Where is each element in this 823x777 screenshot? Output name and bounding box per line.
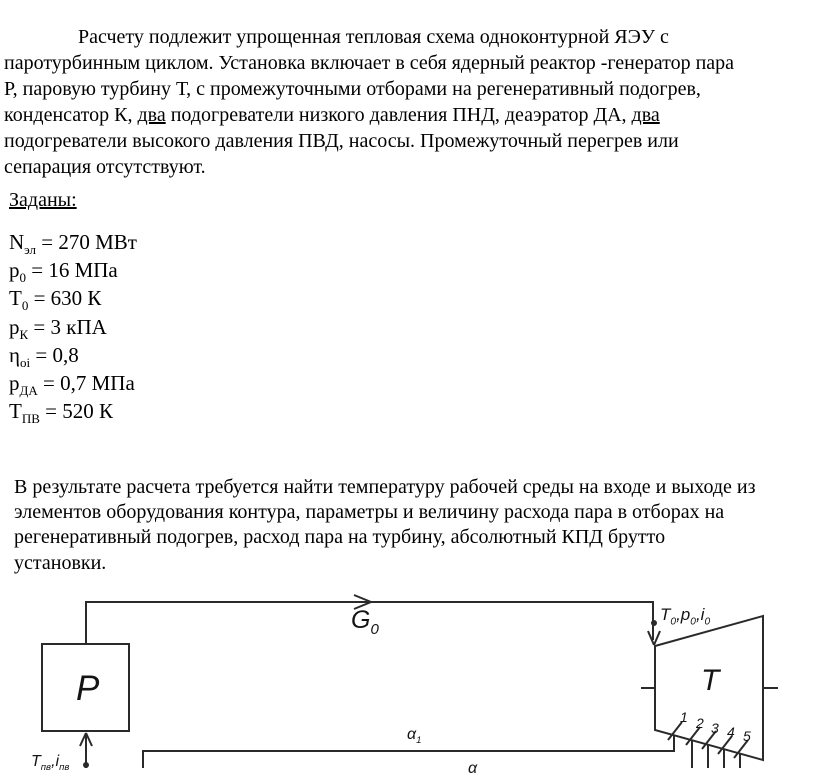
parameter-line: $T_{ПВ} = 520$ К [9, 399, 113, 427]
text-line: регенеративный подогрев, расход пара на турбину, абсолютный КПД брутто [14, 526, 666, 549]
text-line: В результате расчета требуется найти температуру рабочей среды на входе и выходе из [14, 476, 756, 498]
parameter-line: $T_0 = 630$ К [9, 286, 102, 314]
extraction-number-5: 5 [743, 728, 751, 744]
text-line: установки. [14, 551, 107, 574]
turbine-label: T [701, 664, 720, 697]
text-line: элементов оборудования контура, параметры и величину расхода пара в отборах на [14, 501, 725, 524]
inlet-junction-dot [651, 620, 657, 626]
extraction-number-2: 2 [696, 715, 704, 731]
parameter-line: $N_{эл} = 270$ МВт [9, 230, 137, 258]
parameter-line: $p_0 = 16$ МПа [9, 258, 118, 286]
text-line: паротурбинным циклом. Установка включает в себя ядерный реактор -генератор пара [4, 52, 735, 74]
text-line: Расчету подлежит упрощенная тепловая схема одноконтурной ЯЭУ с [78, 26, 669, 48]
feedwater-junction-dot [83, 762, 89, 768]
extraction-number-1: 1 [680, 709, 688, 725]
parameter-line: $\eta_{oi} = 0,8$ [9, 342, 79, 370]
text-line: конденсатор К, два подогреватели низкого давления ПНД, деаэратор ДА, два [4, 104, 660, 126]
text-line: Р, паровую турбину Т, с промежуточными отборами на регенеративный подогрев, [4, 78, 701, 100]
parameter-line: $p_{ДА} = 0,7$ МПа [9, 371, 135, 399]
extraction-number-3: 3 [711, 720, 719, 736]
alpha-1-extraction-label: $\alpha_1$ [407, 726, 422, 747]
feedwater-parameters-label: $T_{пв},i_{пв}$ [31, 753, 70, 774]
turbine-inlet-parameters-label: $T_0,p_0,i_0$ [660, 605, 711, 628]
alpha-2-extraction-label-partial: α [468, 760, 478, 777]
extraction-number-4: 4 [727, 724, 735, 740]
reactor-label: P [76, 669, 100, 708]
parameter-line: $p_К = 3$ кПА [9, 314, 107, 342]
text-line: подогреватели высокого давления ПВД, насосы. Промежуточный перегрев или [4, 130, 679, 152]
text-line: сепарация отсутствуют. [4, 156, 206, 178]
flow-rate-label: $G_0$ [351, 606, 379, 638]
given-heading: Заданы: [9, 189, 77, 211]
